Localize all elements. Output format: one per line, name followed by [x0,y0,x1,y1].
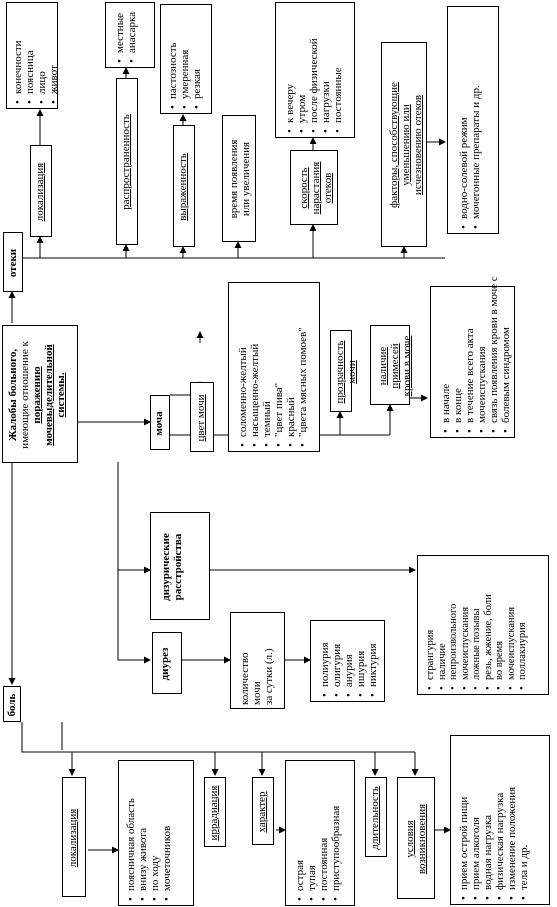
urine-color-item: • "цвет пива" [273,287,285,437]
urine-color-item: • "цвета мясных помоев" [297,287,309,437]
root-line2: имеющие отношение к [19,341,31,449]
edema-speed-box [290,150,338,225]
root-line4: мочевыделительной [43,344,55,446]
edema-spread-box [116,78,138,245]
edema-speed-item: • после физической [308,7,320,123]
urine-impurities-label1: наличие примесей [377,343,401,389]
pain-loc-item: • по ходу [149,765,161,891]
dysuria-item: • мочеиспускания [506,560,518,680]
urine-color-item: • насыщенно-желтый [249,287,261,437]
diuresis-amount-box [230,612,285,709]
edema-spread-list [105,2,155,68]
urine-impurities-list [430,276,515,438]
diuresis-item: • никтурия [367,625,379,687]
pain-character-label: характер [256,791,268,833]
pain-character-item: • приступообразная [330,767,342,891]
edema-loc-item: • поясница [24,6,36,94]
edema-localization-list [6,2,58,109]
edema-severity-label: выраженность [177,153,189,221]
pain-conditions-item: • тела и др. [518,740,530,890]
edema-speed-label3: отеков [322,172,334,204]
pain-localization-list [118,760,194,906]
pain-character-item: • тупая [306,767,318,891]
edema-localization-box [30,145,52,237]
edema-factors-list [447,6,499,234]
diuresis-box [152,632,182,694]
urine-clarity-label: прозрачность мочи [334,340,358,404]
dysuria-item: • резь, жжение, боли [483,560,495,680]
edema-severity-item: • резкая [191,9,203,99]
dysuria-item: • поллакиурия [517,560,529,680]
pain-character-item: • острая [294,767,306,891]
diuresis-item: • олигурия [331,625,343,687]
pain-localization-label: локализация [67,808,79,868]
pain-conditions-item: • прием алкоголя [470,740,482,890]
edema-box [3,232,23,292]
edema-severity-list [160,4,212,114]
pain-character-list [285,760,355,906]
dysuria-title1: дизурические [160,533,172,601]
dysuria-item: • во время [494,560,506,680]
pain-box [3,686,21,722]
root-box [2,325,78,463]
root-line3: поражению [31,366,43,424]
urine-impurities-item: • болевым синдромом [500,291,512,423]
pain-duration-label: длительность [369,786,381,850]
urine-impurities-item: • мочеиспускания [476,291,488,423]
edema-severity-item: • пастозность [167,9,179,99]
edema-severity-item: • умеренная [179,9,191,99]
edema-factors-label1: факторы, способствующие [388,82,400,208]
pain-localization-box [62,777,86,897]
diuresis-amount1: количество [239,652,251,705]
pain-irradiation-box [204,777,226,847]
pain-duration-box [365,777,387,857]
root-line1: Жалобы больного, [7,348,19,442]
edema-spread-item: • анасарка [126,5,138,53]
dysuria-item: • наличие [437,560,449,680]
edema-factors-box [381,42,427,247]
edema-loc-item: • живот [48,6,60,94]
urine-impurities-item: • связь появления крови в моче с [488,291,500,423]
diuresis-list [310,620,385,702]
pain-conditions-item: • физическая нагрузка [494,740,506,890]
urine-color-box [190,382,214,452]
pain-conditions-box [397,777,435,899]
dysuria-item: • странгурия [425,560,437,680]
dysuria-list [417,555,549,695]
dysuria-item: • непроизвольного [448,560,460,680]
urine-impurities-item: • в конце [452,291,464,423]
root-line5: системы. [55,372,67,418]
pain-loc-item: • поясничная область [125,765,137,891]
edema-speed-list [275,2,355,138]
pain-character-item: • постоянная [318,767,330,891]
edema-loc-item: • лицо [36,6,48,94]
pain-title: боль [6,693,18,717]
urine-impurities-box [370,325,413,405]
pain-conditions-label1: условия [404,820,416,858]
edema-factors-label3: исчезновению отеков [412,94,424,196]
urine-clarity-box [330,330,358,412]
edema-severity-box [173,125,195,247]
edema-speed-item: • постоянные [332,7,344,123]
urine-impurities-label2: крови в моче [401,335,413,397]
urine-box [150,395,170,450]
dysuria-item: • мочеиспускания [460,560,472,680]
diuresis-amount2: мочи [251,681,263,705]
edema-localization-label: локализация [34,162,46,222]
urine-color-item: • темный [261,287,273,437]
pain-conditions-label2: возникновения [416,803,428,875]
diuresis-item: • ишурия [355,625,367,687]
pain-irradiation-label: иррадиация [208,785,220,841]
pain-loc-item: • мочеточников [161,765,173,891]
pain-conditions-item: • изменение положения [506,740,518,890]
urine-color-item: • красный [285,287,297,437]
dysuria-item: • ложные позывы [471,560,483,680]
diuresis-title: диурез [159,647,171,681]
edema-time-label1: время появления [228,139,240,219]
edema-title: отеки [7,248,19,278]
urine-title: моча [153,411,165,436]
edema-factors-item: • мочегонные препараты и др. [470,11,482,219]
edema-speed-item: • нагрузки [320,7,332,123]
edema-speed-item: • утром [296,7,308,123]
urine-color-item: • соломенно-желтый [237,287,249,437]
diuresis-item: • анурия [343,625,355,687]
edema-speed-label2: нарастания [310,161,322,215]
edema-factors-item: • водно-солевой режим [458,11,470,219]
dysuria-title2: расстройства [172,533,184,601]
edema-time-label2: или увеличения [240,141,252,217]
diuresis-item: • полиурия [319,625,331,687]
pain-conditions-item: • прием острой пищи [458,740,470,890]
urine-impurities-item: • в течение всего акта [464,291,476,423]
pain-conditions-list [450,735,550,905]
pain-character-box [252,777,274,845]
urine-impurities-item: • в начале [440,291,452,423]
pain-conditions-item: • водная нагрузка [482,740,494,890]
edema-time-box [222,115,256,242]
edema-loc-item: • конечности [12,6,24,94]
dysuria-box [150,512,210,620]
edema-speed-label1: скорость [298,167,310,209]
urine-color-label: цвет мочи [195,394,207,442]
pain-loc-item: • внизу живота [137,765,149,891]
urine-color-list [228,282,320,452]
edema-speed-item: • к вечеру [284,7,296,123]
diuresis-amount3: за сутки (л.) [263,648,275,705]
edema-spread-label: распространенность [120,114,132,210]
edema-factors-label2: уменьшению или [400,104,412,186]
edema-spread-item: • местные [114,5,126,53]
